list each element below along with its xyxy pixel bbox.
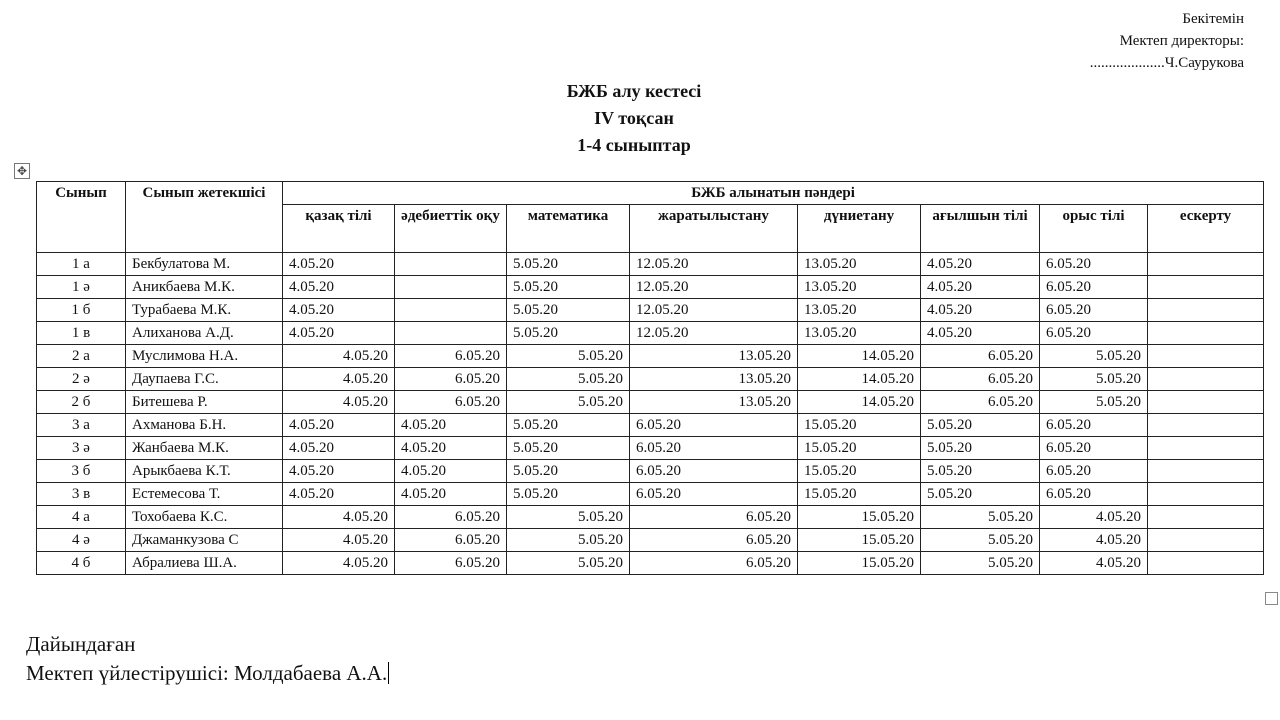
cell-teacher: Аникбаева М.К. [126, 276, 283, 299]
cell-teacher: Муслимова Н.А. [126, 345, 283, 368]
cell-class: 3 б [37, 460, 126, 483]
cell-teacher: Тохобаева К.С. [126, 506, 283, 529]
cell-class: 2 б [37, 391, 126, 414]
cell-teacher: Арыкбаева К.Т. [126, 460, 283, 483]
cell-class: 1 б [37, 299, 126, 322]
cell-date: 5.05.20 [507, 391, 630, 414]
cell-teacher: Битешева Р. [126, 391, 283, 414]
cell-date: 6.05.20 [921, 345, 1040, 368]
cell-date: 5.05.20 [507, 506, 630, 529]
header-subject: орыс тілі [1040, 205, 1148, 253]
cell-date: 4.05.20 [1040, 552, 1148, 575]
cell-date: 4.05.20 [283, 552, 395, 575]
cell-date [1148, 483, 1264, 506]
cell-date [1148, 253, 1264, 276]
approval-block [1090, 8, 1244, 74]
prepared-label: Дайындаған [26, 632, 136, 656]
cell-class: 1 а [37, 253, 126, 276]
cell-date: 6.05.20 [1040, 460, 1148, 483]
cell-date: 13.05.20 [798, 276, 921, 299]
cell-date [1148, 299, 1264, 322]
resize-handle-icon[interactable] [1265, 592, 1278, 605]
cell-date [1148, 552, 1264, 575]
cell-date: 5.05.20 [507, 552, 630, 575]
cell-date: 4.05.20 [283, 391, 395, 414]
cell-date: 6.05.20 [1040, 437, 1148, 460]
cell-date: 6.05.20 [395, 368, 507, 391]
cell-date: 5.05.20 [507, 322, 630, 345]
cell-date: 15.05.20 [798, 460, 921, 483]
table-row [37, 276, 1264, 299]
cell-date: 5.05.20 [1040, 368, 1148, 391]
cell-date: 6.05.20 [630, 552, 798, 575]
cell-date: 6.05.20 [395, 529, 507, 552]
cell-date: 4.05.20 [395, 414, 507, 437]
table-row [37, 391, 1264, 414]
header-subjects-group: БЖБ алынатын пәндері [283, 182, 1264, 205]
cell-date: 15.05.20 [798, 414, 921, 437]
cell-class: 4 ә [37, 529, 126, 552]
cell-date: 5.05.20 [507, 368, 630, 391]
cell-date: 13.05.20 [630, 345, 798, 368]
cell-date: 4.05.20 [283, 506, 395, 529]
cell-date: 4.05.20 [283, 322, 395, 345]
cell-date: 13.05.20 [630, 391, 798, 414]
cell-date: 4.05.20 [921, 253, 1040, 276]
cell-date [1148, 391, 1264, 414]
cell-class: 4 б [37, 552, 126, 575]
cell-date: 5.05.20 [507, 345, 630, 368]
cell-teacher: Алиханова А.Д. [126, 322, 283, 345]
cell-date [1148, 414, 1264, 437]
cell-date [395, 299, 507, 322]
table-row [37, 414, 1264, 437]
table-body [37, 253, 1264, 575]
cell-date: 12.05.20 [630, 276, 798, 299]
cell-date: 5.05.20 [507, 299, 630, 322]
cell-class: 3 а [37, 414, 126, 437]
cell-date: 4.05.20 [283, 414, 395, 437]
cell-date: 6.05.20 [395, 391, 507, 414]
table-row [37, 345, 1264, 368]
cell-date [395, 322, 507, 345]
table-row [37, 506, 1264, 529]
cell-date: 15.05.20 [798, 437, 921, 460]
cell-teacher: Абралиева Ш.А. [126, 552, 283, 575]
cell-date: 4.05.20 [283, 460, 395, 483]
cell-date: 4.05.20 [283, 299, 395, 322]
header-subject: қазақ тілі [283, 205, 395, 253]
cell-date: 5.05.20 [507, 529, 630, 552]
move-arrows-icon[interactable]: ✥ [14, 163, 30, 179]
cell-date: 6.05.20 [630, 414, 798, 437]
cell-date: 15.05.20 [798, 552, 921, 575]
header-class: Сынып [37, 182, 126, 253]
cell-date: 6.05.20 [630, 460, 798, 483]
cell-date: 6.05.20 [395, 345, 507, 368]
cell-date: 5.05.20 [507, 253, 630, 276]
cell-date: 6.05.20 [630, 506, 798, 529]
cell-date: 6.05.20 [1040, 322, 1148, 345]
table-row [37, 299, 1264, 322]
cell-date: 6.05.20 [1040, 414, 1148, 437]
cell-date: 6.05.20 [1040, 299, 1148, 322]
cell-class: 4 а [37, 506, 126, 529]
cell-date: 14.05.20 [798, 368, 921, 391]
cell-date: 6.05.20 [630, 437, 798, 460]
header-subject: дүниетану [798, 205, 921, 253]
cell-date: 4.05.20 [921, 276, 1040, 299]
cell-date: 5.05.20 [921, 414, 1040, 437]
cell-date: 15.05.20 [798, 529, 921, 552]
cell-class: 1 в [37, 322, 126, 345]
header-subject: ағылшын тілі [921, 205, 1040, 253]
cell-date: 4.05.20 [1040, 529, 1148, 552]
cell-date: 5.05.20 [507, 437, 630, 460]
header-subject: ескерту [1148, 205, 1264, 253]
text-cursor [388, 662, 389, 684]
cell-date: 6.05.20 [395, 506, 507, 529]
cell-date: 5.05.20 [921, 506, 1040, 529]
cell-date: 14.05.20 [798, 391, 921, 414]
cell-date: 13.05.20 [798, 299, 921, 322]
cell-teacher: Ахманова Б.Н. [126, 414, 283, 437]
cell-date: 13.05.20 [798, 322, 921, 345]
title-line-1: БЖБ алу кестесі [566, 81, 702, 101]
cell-date [1148, 529, 1264, 552]
approval-line-2: Мектеп директоры: [1119, 33, 1244, 49]
cell-date: 4.05.20 [283, 368, 395, 391]
cell-date: 5.05.20 [921, 552, 1040, 575]
cell-class: 3 в [37, 483, 126, 506]
cell-date: 4.05.20 [921, 299, 1040, 322]
header-subject: әдебиеттік оқу [395, 205, 507, 253]
cell-class: 2 а [37, 345, 126, 368]
cell-date: 6.05.20 [1040, 253, 1148, 276]
cell-date: 6.05.20 [921, 391, 1040, 414]
coordinator-text: Мектеп үйлестірушісі: Молдабаева А.А. [26, 661, 388, 685]
cell-date: 6.05.20 [630, 483, 798, 506]
cell-date [395, 276, 507, 299]
cell-date: 4.05.20 [283, 529, 395, 552]
cell-date: 15.05.20 [798, 483, 921, 506]
cell-date: 5.05.20 [507, 276, 630, 299]
cell-date: 4.05.20 [395, 483, 507, 506]
table-row [37, 460, 1264, 483]
cell-date [1148, 368, 1264, 391]
cell-date: 4.05.20 [283, 276, 395, 299]
cell-date: 6.05.20 [921, 368, 1040, 391]
cell-date: 4.05.20 [1040, 506, 1148, 529]
table-row [37, 322, 1264, 345]
document-title [0, 78, 1268, 159]
table-row [37, 253, 1264, 276]
cell-date: 5.05.20 [921, 437, 1040, 460]
cell-date [1148, 460, 1264, 483]
coordinator-line[interactable] [26, 659, 389, 688]
cell-date: 5.05.20 [1040, 345, 1148, 368]
cell-teacher: Турабаева М.К. [126, 299, 283, 322]
table-row [37, 552, 1264, 575]
cell-date: 5.05.20 [1040, 391, 1148, 414]
cell-date: 4.05.20 [395, 460, 507, 483]
cell-date [1148, 276, 1264, 299]
prepared-by-block [26, 630, 389, 688]
cell-date: 5.05.20 [921, 460, 1040, 483]
cell-date: 4.05.20 [283, 437, 395, 460]
cell-date [1148, 506, 1264, 529]
cell-date: 4.05.20 [921, 322, 1040, 345]
approval-line-3: ....................Ч.Саурукова [1089, 55, 1244, 71]
cell-date: 5.05.20 [507, 483, 630, 506]
cell-date: 6.05.20 [1040, 276, 1148, 299]
approval-line-1: Бекітемін [1182, 11, 1244, 27]
cell-date: 4.05.20 [395, 437, 507, 460]
cell-date: 15.05.20 [798, 506, 921, 529]
cell-date: 5.05.20 [921, 483, 1040, 506]
cell-date: 13.05.20 [630, 368, 798, 391]
cell-teacher: Жанбаева М.К. [126, 437, 283, 460]
cell-class: 1 ә [37, 276, 126, 299]
header-subject: математика [507, 205, 630, 253]
table-row [37, 483, 1264, 506]
cell-date: 12.05.20 [630, 299, 798, 322]
cell-date: 6.05.20 [1040, 483, 1148, 506]
cell-date: 5.05.20 [507, 414, 630, 437]
cell-date [1148, 322, 1264, 345]
cell-date [1148, 437, 1264, 460]
cell-date: 6.05.20 [630, 529, 798, 552]
cell-date: 12.05.20 [630, 253, 798, 276]
cell-date: 4.05.20 [283, 253, 395, 276]
cell-teacher: Джаманкузова С [126, 529, 283, 552]
cell-date: 13.05.20 [798, 253, 921, 276]
table-row [37, 437, 1264, 460]
cell-date: 5.05.20 [921, 529, 1040, 552]
schedule-table [36, 181, 1264, 575]
cell-date: 14.05.20 [798, 345, 921, 368]
cell-teacher: Естемесова Т. [126, 483, 283, 506]
cell-date: 4.05.20 [283, 345, 395, 368]
cell-class: 2 ә [37, 368, 126, 391]
cell-date: 6.05.20 [395, 552, 507, 575]
cell-date [395, 253, 507, 276]
cell-date: 12.05.20 [630, 322, 798, 345]
cell-date: 5.05.20 [507, 460, 630, 483]
title-line-2: IV тоқсан [594, 108, 674, 128]
table-row [37, 368, 1264, 391]
cell-date: 4.05.20 [283, 483, 395, 506]
cell-teacher: Бекбулатова М. [126, 253, 283, 276]
header-subject: жаратылыстану [630, 205, 798, 253]
header-teacher: Сынып жетекшісі [126, 182, 283, 253]
title-line-3: 1-4 сыныптар [577, 135, 691, 155]
cell-date [1148, 345, 1264, 368]
cell-teacher: Даупаева Г.С. [126, 368, 283, 391]
cell-class: 3 ә [37, 437, 126, 460]
table-row [37, 529, 1264, 552]
